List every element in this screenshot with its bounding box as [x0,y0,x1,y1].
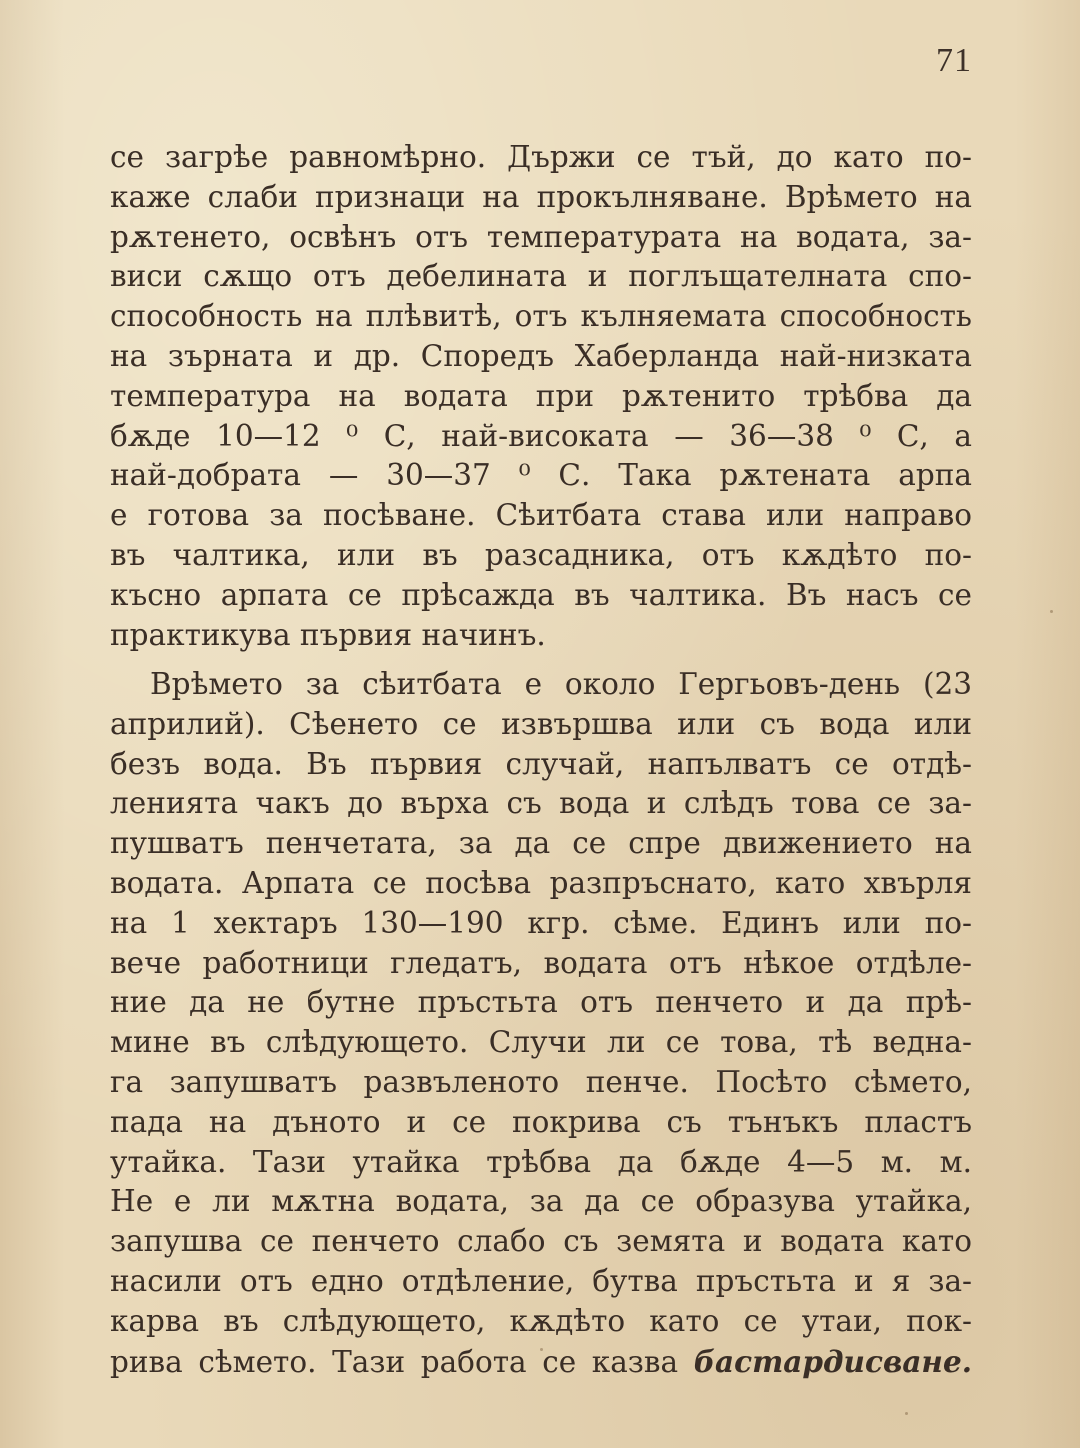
text-line: безъ вода. Въ първия случай, напълватъ се отдѣ- [110,746,972,781]
text-line: ние да не бутне пръстьта отъ пенчето и да прѣ- [110,985,972,1020]
text-line: насили отъ едно отдѣление, бутва пръстьта и я за- [110,1263,972,1298]
text-line: мине въ слѣдующето. Случи ли се това, тѣ ведна- [110,1025,972,1060]
text-line: най-добрата — 30—37 ⁰ С. Така рѫтената арпа [110,458,972,493]
page-number: 71 [936,42,972,79]
paper-speck [905,1412,908,1415]
text-line: утайка. Тази утайка трѣбва да бѫде 4—5 м. м. [110,1144,972,1179]
text-line: е готова за посѣване. Сѣитбата става или направо [110,498,972,533]
text-line: пада на дъното и се покрива съ тънъкъ пластъ [110,1104,972,1139]
text-line: рѫтенето, освѣнъ отъ температурата на водата, за- [110,219,972,254]
text-line: Врѣмето за сѣитбата е около Гергьовъ-день (23 [150,667,972,701]
paper-speck [540,1348,543,1351]
paragraph-2 [110,665,972,1381]
text-line: запушва се пенчето слабо съ земята и водата като [110,1224,972,1259]
text-line: се загрѣе равномѣрно. Държи се тъй, до като по- [110,140,972,174]
text-line: вече работници гледатъ, водата отъ нѣкое отдѣле- [110,945,972,980]
paper-speck [1050,610,1053,613]
text-line: на зърната и др. Споредъ Хаберланда най-низката [110,338,972,373]
text-line: бѫде 10—12 ⁰ С, най-високата — 36—38 ⁰ С, а [110,418,972,453]
text-line: водата. Арпата се посѣва разпръснато, като хвърля [110,865,972,900]
text-line: га запушватъ развъленото пенче. Посѣто сѣмето, [110,1064,972,1099]
text-line: въ чалтика, или въ разсадника, отъ кѫдѣто по- [110,537,972,572]
text-line: на 1 хектаръ 130—190 кгр. сѣме. Единъ или по- [110,905,972,940]
text-line: Не е ли мѫтна водата, за да се образува утайка, [110,1184,972,1219]
text-line: пушватъ пенчетата, за да се спре движението на [110,826,972,861]
text-line: ленията чакъ до върха съ вода и слѣдъ това се за- [110,786,972,821]
text-line: способность на плѣвитѣ, отъ кълняемата способность [110,299,972,334]
text-line: късно арпата се прѣсажда въ чалтика. Въ насъ се [110,577,972,612]
text-line: виси сѫщо отъ дебелината и поглъщателната спо- [110,259,972,294]
text-line: каже слаби признаци на прокълняване. Врѣмето на [110,179,972,214]
text-line: температура на водата при рѫтенито трѣбва да [110,378,972,413]
paragraph-1 [110,138,972,655]
emphasized-term: бастардисване. [693,1343,972,1379]
text-line: карва въ слѣдующето, кѫдѣто като се утаи, пок- [110,1303,972,1338]
text-line: априлий). Сѣенето се извършва или съ вода или [110,706,972,741]
final-line-text: рива сѣмето. Тази работа се казва [110,1344,679,1379]
text-line: практикува първия начинъ. [110,617,546,652]
